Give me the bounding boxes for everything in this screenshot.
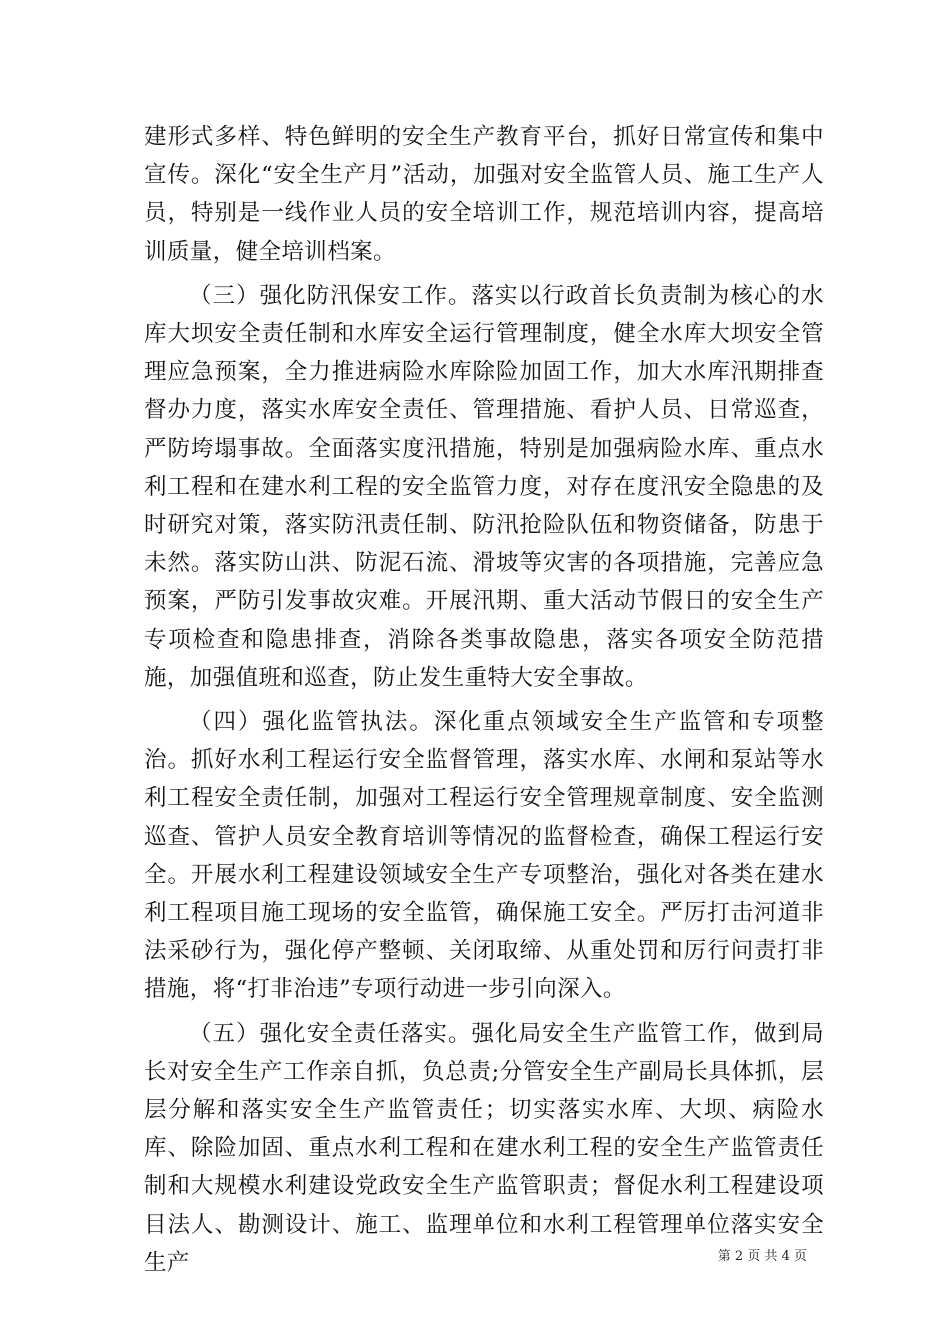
paragraph-continued: 建形式多样、特色鲜明的安全生产教育平台，抓好日常宣传和集中宣传。深化“安全生产月”活动，加强对安全监管人员、施工生产人员，特别是一线作业人员的安全培训工作，规范培训内容，提高培训质量，健全培训档案。 <box>144 124 824 265</box>
paragraph-section-4: （四）强化监管执法。深化重点领域安全生产监管和专项整治。抓好水利工程运行安全监督管理，落实水库、水闸和泵站等水利工程安全责任制，加强对工程运行安全管理规章制度、安全监测巡查、管护人员安全教育培训等情况的监督检查，确保工程运行安全。开展水利工程建设领域安全生产专项整治，强化对各类在建水利工程项目施工现场的安全监管，确保施工安全。严厉打击河道非法采砂行为，强化停产整顿、关闭取缔、从重处罚和厉行问责打非措施，将“打非治违”专项行动进一步引向深入。 <box>144 709 824 1003</box>
document-body <box>144 118 824 1282</box>
paragraph-section-5: （五）强化安全责任落实。强化局安全生产监管工作，做到局长对安全生产工作亲自抓，负总责;分管安全生产副局长具体抓，层层分解和落实安全生产监管责任；切实落实水库、大坝、病险水库、除险加固、重点水利工程和在建水利工程的安全生产监管责任制和大规模水利建设党政安全生产监管职责；督促水利工程建设项目法人、勘测设计、施工、监理单位和水利工程管理单位落实安全生产 <box>144 1020 824 1276</box>
page-number-footer: 第 2 页 共 4 页 <box>717 1249 807 1264</box>
paragraph-section-3: （三）强化防汛保安工作。落实以行政首长负责制为核心的水库大坝安全责任制和水库安全运行管理制度，健全水库大坝安全管理应急预案，全力推进病险水库除险加固工作，加大水库汛期排查督办力度，落实水库安全责任、管理措施、看护人员、日常巡查，严防垮塌事故。全面落实度汛措施，特别是加强病险水库、重点水利工程和在建水利工程的安全监管力度，对存在度汛安全隐患的及时研究对策，落实防汛责任制、防汛抢险队伍和物资储备，防患于未然。落实防山洪、防泥石流、滑坡等灾害的各项措施，完善应急预案，严防引发事故灾难。开展汛期、重大活动节假日的安全生产专项检查和隐患排查，消除各类事故隐患，落实各项安全防范措施，加强值班和巡查，防止发生重特大安全事故。 <box>144 282 824 691</box>
